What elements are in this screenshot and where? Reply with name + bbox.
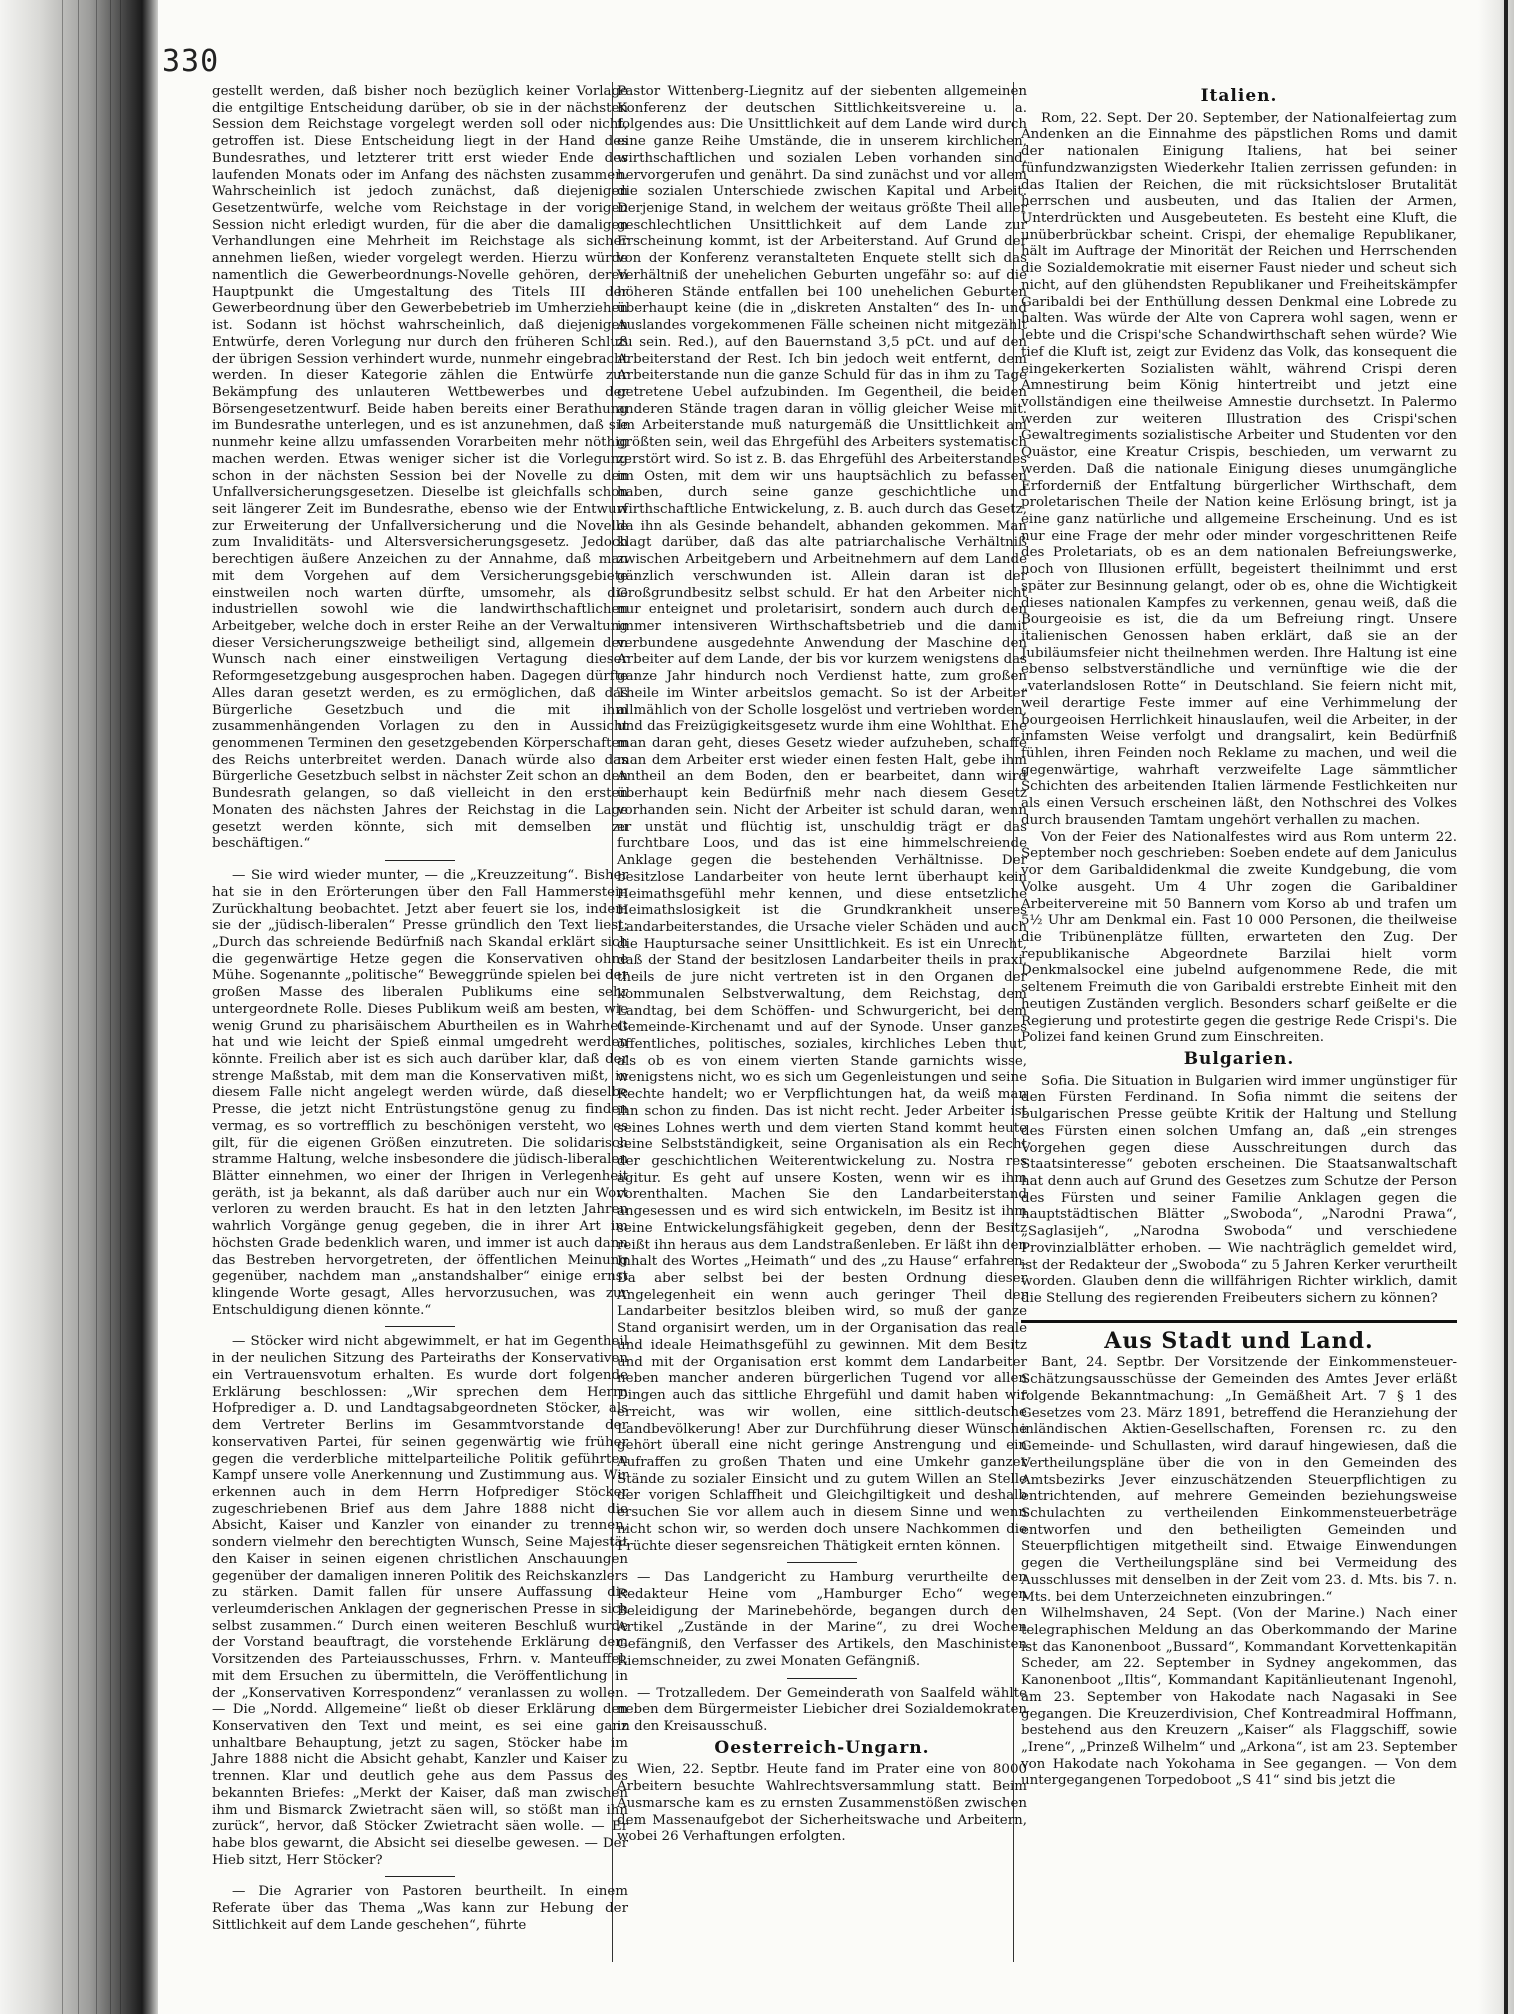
article-paragraph: — Trotzalledem. Der Gemeinderath von Saalfeld wählte neben dem Bürgermeister Liebicher drei Sozialdemokraten in den Kreisausschuß. [617,1685,1027,1734]
article-separator [385,1876,455,1877]
article-separator [385,860,455,861]
book-binding-gutter [0,0,158,2014]
article-paragraph: Wien, 22. Septbr. Heute fand im Prater eine von 8000 Arbeitern besuchte Wahlrechtsversammlung statt. Beim Ausmarsche kam es zu ernsten Zusammenstößen zwischen dem Massenaufgebot der Sicherheitswache und Arbeitern, wobei 26 Verhaftungen erfolgten. [617,1762,1027,1845]
article-paragraph: Rom, 22. Sept. Der 20. September, der Nationalfeiertag zum Andenken an die Einnahme des päpstlichen Roms und damit der nationalen Einigung Italiens, hat bei seiner fünfundzwanzigsten Wiederkehr Italien zerrissen gefunden: in das Italien der Reichen, die mit rücksichtsloser Brutalität herrschen und ausbeuten, und das Italien der Armen, Unterdrückten und Ausgebeuteten. Es besteht eine Kluft, die unüberbrückbar scheint. Crispi, der ehemalige Republikaner, hält im Auftrage der Minorität der Reichen und Herrschenden die Sozialdemokratie mit eiserner Faust nieder und scheut sich nicht, auf den glühendsten Republikaner und Freiheitskämpfer Garibaldi bei der Enthüllung dessen Denkmal eine Lobrede zu halten. Was würde der Alte von Caprera wohl sagen, wenn er lebte und die Crispi'sche Schandwirthschaft sehen würde? Wie tief die Kluft ist, zeigt zur Evidenz das Volk, das konsequent die eingekerkerten Sozialisten wählt, während Crispi deren Amnestirung beim König hintertreibt und jetzt eine vollständigen eine theilweise Amnestie durchsetzt. In Palermo werden zur weiteren Illustration des Crispi'schen Gewaltregiments sozialistische Arbeiter und Studenten vor den Quästor, eine Kreatur Crispis, beschieden, um verwarnt zu werden. Daß die nationale Einigung dieses unumgängliche Erforderniß der Entfaltung bürgerlicher Wirthschaft, dem proletarischen Theile der Nation keine Erlösung bringt, ist ja eine ganz natürliche und allgemeine Erscheinung. Und es ist nur eine Frage der mehr oder minder vorgeschrittenen Reife des Proletariats, ob es an dem nationalen Befreiungswerke, noch von Illusionen erfüllt, begeistert theilnimmt und erst später zur Besinnung gelangt, oder ob es, ohne die Wichtigkeit dieses nationalen Kampfes zu verkennen, genau weiß, daß die Bourgeoisie es ist, die da um Befreiung ringt. Unsere italienischen Genossen haben erklärt, daß sie an der Jubiläumsfeier nicht theilnehmen werden. Ihre Haltung ist eine ebenso selbstverständliche und vernünftige wie die der „vaterlandslosen Rotte“ in Deutschland. Sie feiern nicht mit, weil derartige Feste immer auf eine Verhimmelung der bourgeoisen Herrlichkeit hinauslaufen, weil die Arbeiter, in der infamsten Weise verfolgt und drangsalirt, kein Bedürfniß fühlen, ihren Feinden noch Reklame zu machen, und weil die gegenwärtige, wahrhaft verzweifelte Lage sämmtlicher Schichten des arbeitenden Italien lärmende Festlichkeiten nur als einen Versuch erscheinen läßt, den Nothschrei des Volkes durch brausenden Tamtam ungehört verhallen zu machen. [1021,110,1457,828]
column-2 [617,84,1027,1846]
article-paragraph: Bant, 24. Septbr. Der Vorsitzende der Einkommensteuer-Schätzungsausschüsse der Gemeinden des Amtes Jever erläßt folgende Bekanntmachung: „In Gemäßheit Art. 7 § 1 des Gesetzes vom 23. März 1891, betreffend die Heranziehung der inländischen Aktien-Gesellschaften, Forensen rc. zu den Gemeinde- und Schullasten, wird darauf hingewiesen, daß die Vertheilungspläne über die von in den Gemeinden des Amtsbezirks Jever einzuschätzenden Steuerpflichtigen zu entrichtenden, auf mehrere Gemeinden beziehungsweise Schulachten zu vertheilenden Einkommensteuerbeträge entworfen und den betheiligten Gemeinden und Steuerpflichtigen mitgetheilt sind. Etwaige Einwendungen gegen die Vertheilungspläne sind bei Vermeidung des Ausschlusses mit denselben in der Zeit vom 23. d. Mts. bis 7. n. Mts. bei dem Unterzeichneten einzubringen.“ [1021,1355,1457,1605]
page-number: 330 [162,44,220,79]
section-heading: Italien. [1200,86,1278,106]
article-separator [787,1562,857,1563]
article-paragraph: Sofia. Die Situation in Bulgarien wird immer ungünstiger für den Fürsten Ferdinand. In Sofia nimmt die seitens der bulgarischen Presse geübte Kritik der Haltung und Stellung des Fürsten einen solchen Umfang an, daß „ein strenges Vorgehen gegen diese Ausschreitungen durch das Staatsinteresse“ geboten erscheinen. Die Staatsanwaltschaft hat denn auch auf Grund des Gesetzes zum Schutze der Person des Fürsten und seiner Familie Anklagen gegen die hauptstädtischen Blätter „Swoboda“, „Narodni Prawa“, „Saglasijeh“, „Narodna Swoboda“ und verschiedene Provinzialblätter erhoben. — Wie nachträglich gemeldet wird, ist der Redakteur der „Swoboda“ zu 5 Jahren Kerker verurtheilt worden. Glauben denn die willfährigen Richter wirklich, damit die Stellung des regierenden Freibeuters sichern zu können? [1021,1073,1457,1307]
article-paragraph: — Sie wird wieder munter, — die „Kreuzzeitung“. Bisher hat sie in den Erörterungen über den Fall Hammerstein Zurückhaltung beobachtet. Jetzt aber feuert sie los, indem sie der „jüdisch-liberalen“ Presse gründlich den Text liest: „Durch das schreiende Bedürfniß nach Skandal erklärt sich die gegenwärtige Hetze gegen die Konservativen ohne Mühe. Sogenannte „politische“ Beweggründe spielen bei der großen Masse des liberalen Publikums eine sehr untergeordnete Rolle. Dieses Publikum weiß am besten, wie wenig Grund zu pharisäischem Aburtheilen es in Wahrheit hat und wie leicht der Spieß einmal umgedreht werden könnte. Freilich aber ist es sich auch darüber klar, daß der strenge Maßstab, mit dem man die Konservativen mißt, in diesem Falle nicht angelegt werden würde, daß dieselbe Presse, die jetzt nicht Entrüstungstöne genug zu finden vermag, es so vortrefflich zu beschönigen versteht, wo es gilt, für die eigenen Größen einzutreten. Die solidarisch stramme Haltung, welche insbesondere die jüdisch-liberalen Blätter einnehmen, wo einer der Ihrigen in Verlegenheit geräth, ist ja bekannt, als daß darüber auch nur ein Wort verloren zu werden braucht. Es hat in den letzten Jahren wahrlich Vorgänge genug gegeben, die in ihrer Art im höchsten Grade bedenklich waren, und immer ist auch dann das Bestreben hervorgetreten, der öffentlichen Meinung gegenüber, nachdem man „anstandshalber“ einige ernst klingende Worte gesagt, Alles hervorzusuchen, was zur Entschuldigung dienen könnte.“ [212,868,628,1318]
article-paragraph: — Stöcker wird nicht abgewimmelt, er hat im Gegentheil in der neulichen Sitzung des Parteiraths der Konservativen ein Vertrauensvotum erhalten. Es wurde dort folgende Erklärung beschlossen: „Wir sprechen dem Herrn Hofprediger a. D. und Landtagsabgeordneten Stöcker, als dem Vertreter Berlins im Gesammtvorstande der konservativen Partei, für seinen gegenwärtig wie früher gegen die verderbliche mittelparteiliche Politik geführten Kampf unsere volle Anerkennung und Zustimmung aus. Wir erkennen auch in dem Herrn Hofprediger Stöcker zugeschriebenen Brief aus dem Jahre 1888 nicht die Absicht, Kaiser und Kanzler von einander zu trennen, sondern vielmehr den berechtigten Wunsch, Seine Majestät den Kaiser in seinen eigenen christlichen Anschauungen gegenüber der damaligen inneren Politik des Reichskanzlers zu stärken. Damit fallen für unsere Auffassung die verleumderischen Anklagen der gegnerischen Presse in sich selbst zusammen.“ Durch einen weiteren Beschluß wurde der Vorstand beauftragt, die vorstehende Erklärung dem Vorsitzenden des Parteiausschusses, Frhrn. v. Manteuffel, mit dem Ersuchen zu übermitteln, die Veröffentlichung in der „Konservativen Korrespondenz“ veranlassen zu wollen. — Die „Nordd. Allgemeine“ ließt ob dieser Erklärung den Konservativen den Text und meint, es sei eine ganz unhaltbare Behauptung, jetzt zu sagen, Stöcker habe im Jahre 1888 nicht die Absicht gehabt, Kanzler und Kaiser zu trennen. Klar und deutlich gehe aus dem Passus des bekannten Briefes: „Merkt der Kaiser, daß man zwischen ihm und Bismarck Zwietracht säen will, so stößt man ihn zurück“, hervor, daß Stöcker Zwietracht säen wolle. — Er habe blos gewarnt, die Absicht sei dieselbe gewesen. — Der Hieb sitzt, Herr Stöcker? [212,1334,628,1868]
column-1 [212,84,628,1935]
article-paragraph: Wilhelmshaven, 24 Sept. (Von der Marine.) Nach einer telegraphischen Meldung an das Oberkommando der Marine ist das Kanonenboot „Bussard“, Kommandant Korvettenkapitän Scheder, am 22. September in Sydney angekommen, das Kanonenboot „Iltis“, Kommandant Kapitänlieutenant Ingenohl, am 23. September von Hakodate nach Nagasaki in See gegangen. Die Kreuzerdivision, Chef Kontreadmiral Hoffmann, bestehend aus den Kreuzern „Kaiser“ als Flaggschiff, sowie „Irene“, „Prinzeß Wilhelm“ und „Arkona“, ist am 23. September von Hakodate nach Yokohama in See gegangen. — Von dem untergegangenen Torpedoboot „S 41“ sind bis jetzt die [1021,1606,1457,1789]
article-separator [787,1678,857,1679]
article-paragraph: Von der Feier des Nationalfestes wird aus Rom unterm 22. September noch geschrieben: Soeben endete auf dem Janiculus vor dem Garibaldidenkmal die zweite Kundgebung, die vom Volke ausgeht. Um 4 Uhr zogen die Garibaldiner Arbeitervereine mit 50 Bannern vom Korso ab und trafen um 5½ Uhr am Denkmal ein. Fast 10 000 Personen, die theilweise die Tribünenplätze füllten, erwarteten den Zug. Der republikanische Abgeordnete Barzilai hielt vorm Denkmalsockel eine jubelnd aufgenommene Rede, die mit seltenem Freimuth die von Garibaldi erstrebte Einheit mit den heutigen Zuständen verglich. Besonders scharf geißelte er die Regierung und protestirte gegen die gestrige Rede Crispi's. Die Polizei fand keinen Grund zum Einschreiten. [1021,829,1457,1046]
article-paragraph: gestellt werden, daß bisher noch bezüglich keiner Vorlage die entgiltige Entscheidung darüber, ob sie in der nächsten Session dem Reichstage vorgelegt werden soll oder nicht, getroffen ist. Diese Entscheidung liegt in der Hand des Bundesrathes, und letzterer tritt erst wieder Ende des laufenden Monats oder im Anfang des nächsten zusammen. Wahrscheinlich ist jedoch zunächst, daß diejenigen Gesetzentwürfe, welche vom Reichstage in der vorigen Session nicht erledigt wurden, für die aber die damaligen Verhandlungen eine Mehrheit im Reichstage als sicher annehmen ließen, wieder vorgelegt werden. Hierzu würde namentlich die Gewerbeordnungs-Novelle gehören, deren Hauptpunkt die Umgestaltung des Titels III der Gewerbeordnung über den Gewerbebetrieb im Umherziehen ist. Sodann ist höchst wahrscheinlich, daß diejenigen Entwürfe, deren Vorlegung nur durch den früheren Schluß der übrigen Session verhindert wurde, nunmehr eingebracht werden. In dieser Kategorie zählen die Entwürfe zur Bekämpfung des unlauteren Wettbewerbes und der Börsengesetzentwurf. Beide haben bereits einer Berathung im Bundesrathe unterlegen, und es ist anzunehmen, daß sie nunmehr keine allzu umfassenden Vorarbeiten mehr nöthig machen werden. Etwas weniger sicher ist die Vorlegung schon in der nächsten Session bei der Novelle zu den Unfallversicherungsgesetzen. Dieselbe ist gleichfalls schon seit längerer Zeit im Bundesrathe, ebenso wie der Entwurf zur Erweiterung der Unfallversicherung und die Novelle zum Invaliditäts- und Altersversicherungsgesetz. Jedoch berechtigen äußere Anzeichen zu der Annahme, daß man mit dem Vorgehen auf dem Versicherungsgebiete einstweilen noch warten dürfte, umsomehr, als die industriellen sowohl wie die landwirthschaftlichen Arbeitgeber, welche doch in erster Reihe an der Verwaltung dieser Versicherungszweige betheiligt sind, allgemein den Wunsch nach einer einstweiligen Vertagung dieser Reformgesetzgebung ausgesprochen haben. Dagegen dürfte Alles daran gesetzt werden, es zu ermöglichen, daß das Bürgerliche Gesetzbuch und die mit ihm zusammenhängenden Vorlagen zu den in Aussicht genommenen Terminen den gesetzgebenden Körperschaften des Reichs unterbreitet werden. Danach würde also das Bürgerliche Gesetzbuch selbst in nächster Zeit schon an den Bundesrath gelangen, so daß vielleicht in den ersten Monaten des nächsten Jahres der Reichstag in die Lage gesetzt werden könnte, sich mit demselben zu beschäftigen.“ [212,84,628,852]
article-separator [385,1326,455,1327]
article-paragraph: Pastor Wittenberg-Liegnitz auf der siebenten allgemeinen Konferenz der deutschen Sittlichkeitsvereine u. a. folgendes aus: Die Unsittlichkeit auf dem Lande wird durch eine ganze Reihe Umstände, die in unserem kirchlichen, wirthschaftlichen und sozialen Leben vorhanden sind, hervorgerufen und genährt. Da sind zunächst und vor allem die sozialen Unterschiede zwischen Kapital und Arbeit. Derjenige Stand, in welchem der weitaus größte Theil aller geschlechtlichen Unsittlichkeit auf dem Lande zur Erscheinung kommt, ist der Arbeiterstand. Auf Grund der von der Konferenz veranstalteten Enquete stellt sich das Verhältniß der unehelichen Geburten ungefähr so: auf die höheren Stände entfallen bei 100 unehelichen Geburten überhaupt keine (die in „diskreten Anstalten“ des In- und Auslandes vorgekommenen Fälle scheinen nicht mitgezählt zu sein. Red.), auf den Bauernstand 3,5 pCt. und auf den Arbeiterstand der Rest. Ich bin jedoch weit entfernt, dem Arbeiterstande nun die ganze Schuld für das in ihm zu Tage getretene Uebel aufzubinden. Im Gegentheil, die beiden anderen Stände tragen daran in völlig gleicher Weise mit. Im Arbeiterstande muß naturgemäß die Unsittlichkeit am größten sein, weil das Ehrgefühl des Arbeiters systematisch zerstört wird. So ist z. B. das Ehrgefühl des Arbeiterstandes im Osten, mit dem wir uns hauptsächlich zu befassen haben, durch seine ganze geschichtliche und wirthschaftliche Entwickelung, z. B. auch durch das Gesetz, da ihn als Gesinde behandelt, abhanden gekommen. Man klagt darüber, daß das alte patriarchalische Verhältniß zwischen Arbeitgebern und Arbeitnehmern auf dem Lande gänzlich verschwunden ist. Allein daran ist der Großgrundbesitz selbst schuld. Er hat den Arbeiter nicht nur enteignet und proletarisirt, sondern auch durch den immer intensiveren Wirthschaftsbetrieb und die damit verbundene ausgedehnte Anwendung der Maschine den Arbeiter auf dem Lande, der bis vor kurzem wenigstens das ganze Jahr hindurch noch Verdienst hatte, zum großen Theile im Winter arbeitslos gemacht. So ist der Arbeiter allmählich von der Scholle losgelöst und vertrieben worden, und das Freizügigkeitsgesetz wurde ihm eine Wohlthat. Ehe man daran geht, dieses Gesetz wieder aufzuheben, schaffe man dem Arbeiter erst wieder einen festen Halt, gebe ihm Antheil an dem Boden, den er bearbeitet, dann wird überhaupt kein Bedürfniß mehr nach diesem Gesetz vorhanden sein. Nicht der Arbeiter ist schuld daran, wenn er unstät und flüchtig ist, unschuldig trägt er das furchtbare Loos, und das ist eine himmelschreiende Anklage gegen die bestehenden Verhältnisse. Der besitzlose Landarbeiter von heute lernt überhaupt kein Heimathsgefühl mehr kennen, und diese entsetzliche Heimathslosigkeit ist die Grundkrankheit unseres Landarbeiterstandes, die Ursache vieler Schäden und auch die Hauptursache seiner Unsittlichkeit. Es ist ein Unrecht, daß der Stand der besitzlosen Landarbeiter theils in praxi, theils de jure nicht vertreten ist in den Organen der kommunalen Selbstverwaltung, dem Reichstag, dem Landtag, bei dem Schöffen- und Schwurgericht, bei dem Gemeinde-Kirchenamt und auf der Synode. Unser ganzes öffentliches, politisches, soziales, kirchliches Leben thut, als ob es von einem vierten Stande garnichts wisse, wenigstens nicht, wo es sich um Gegenleistungen und seine Rechte handelt; wo er Verpflichtungen hat, da weiß man ihn schon zu finden. Das ist nicht recht. Jeder Arbeiter ist seines Lohnes werth und dem vierten Stand kommt heute seine Selbstständigkeit, seine Organisation als ein Recht der geschichtlichen Weiterentwickelung zu. Nostra res agitur. Es geht auf unsere Kosten, wenn wir es ihm vorenthalten. Machen Sie den Landarbeiterstand angesessen und es wird sich entwickeln, im Besitz ist ihm seine Entwickelungsfähigkeit gegeben, denn der Besitz reißt ihn heraus aus dem Landstraßenleben. Er läßt ihn den Inhalt des Wortes „Heimath“ und des „zu Hause“ erfahren. Da aber selbst bei der besten Ordnung dieser Angelegenheit ein wenn auch geringer Theil der Landarbeiter besitzlos bleiben wird, so muß der ganze Stand organisirt werden, um in der Organisation das reale und ideale Heimathsgefühl zu gewinnen. Mit dem Besitz und mit der Organisation erst kommt dem Landarbeiter neben mancher anderen bürgerlichen Tugend vor allen Dingen auch das sittliche Ehrgefühl und damit haben wir erreicht, was wir wollen, eine sittlich-deutsche Landbevölkerung! Aber zur Durchführung dieser Wünsche gehört überall eine nicht geringe Anstrengung und ein Aufraffen zu großen Thaten und eine Umkehr ganzer Stände zu sozialer Einsicht und zu gutem Willen an Stelle der vorigen Schlaffheit und Gleichgiltigkeit und deshalb ersuchen Sie vor allem auch in diesem Sinne und wenn nicht schon wir, so werden doch unsere Nachkommen die Früchte dieser segensreichen Thätigkeit ernten können. [617,84,1027,1554]
section-heading: Bulgarien. [1183,1048,1295,1069]
article-paragraph: — Das Landgericht zu Hamburg verurtheilte den Redakteur Heine vom „Hamburger Echo“ wegen Beleidigung der Marinebehörde, begangen durch den Artikel „Zustände in der Marine“, zu drei Wochen Gefängniß, den Verfasser des Artikels, den Maschinisten Riemschneider, zu zwei Monaten Gefängniß. [617,1570,1027,1669]
article-paragraph: — Die Agrarier von Pastoren beurtheilt. In einem Referate über das Thema „Was kann zur Hebung der Sittlichkeit auf dem Lande geschehen“, führte [212,1884,628,1933]
section-heading: Oesterreich-Ungarn. [714,1737,930,1758]
section-heading: Aus Stadt und Land. [1021,1320,1457,1350]
right-page-edge [1478,0,1514,2014]
column-3 [1021,84,1457,1790]
